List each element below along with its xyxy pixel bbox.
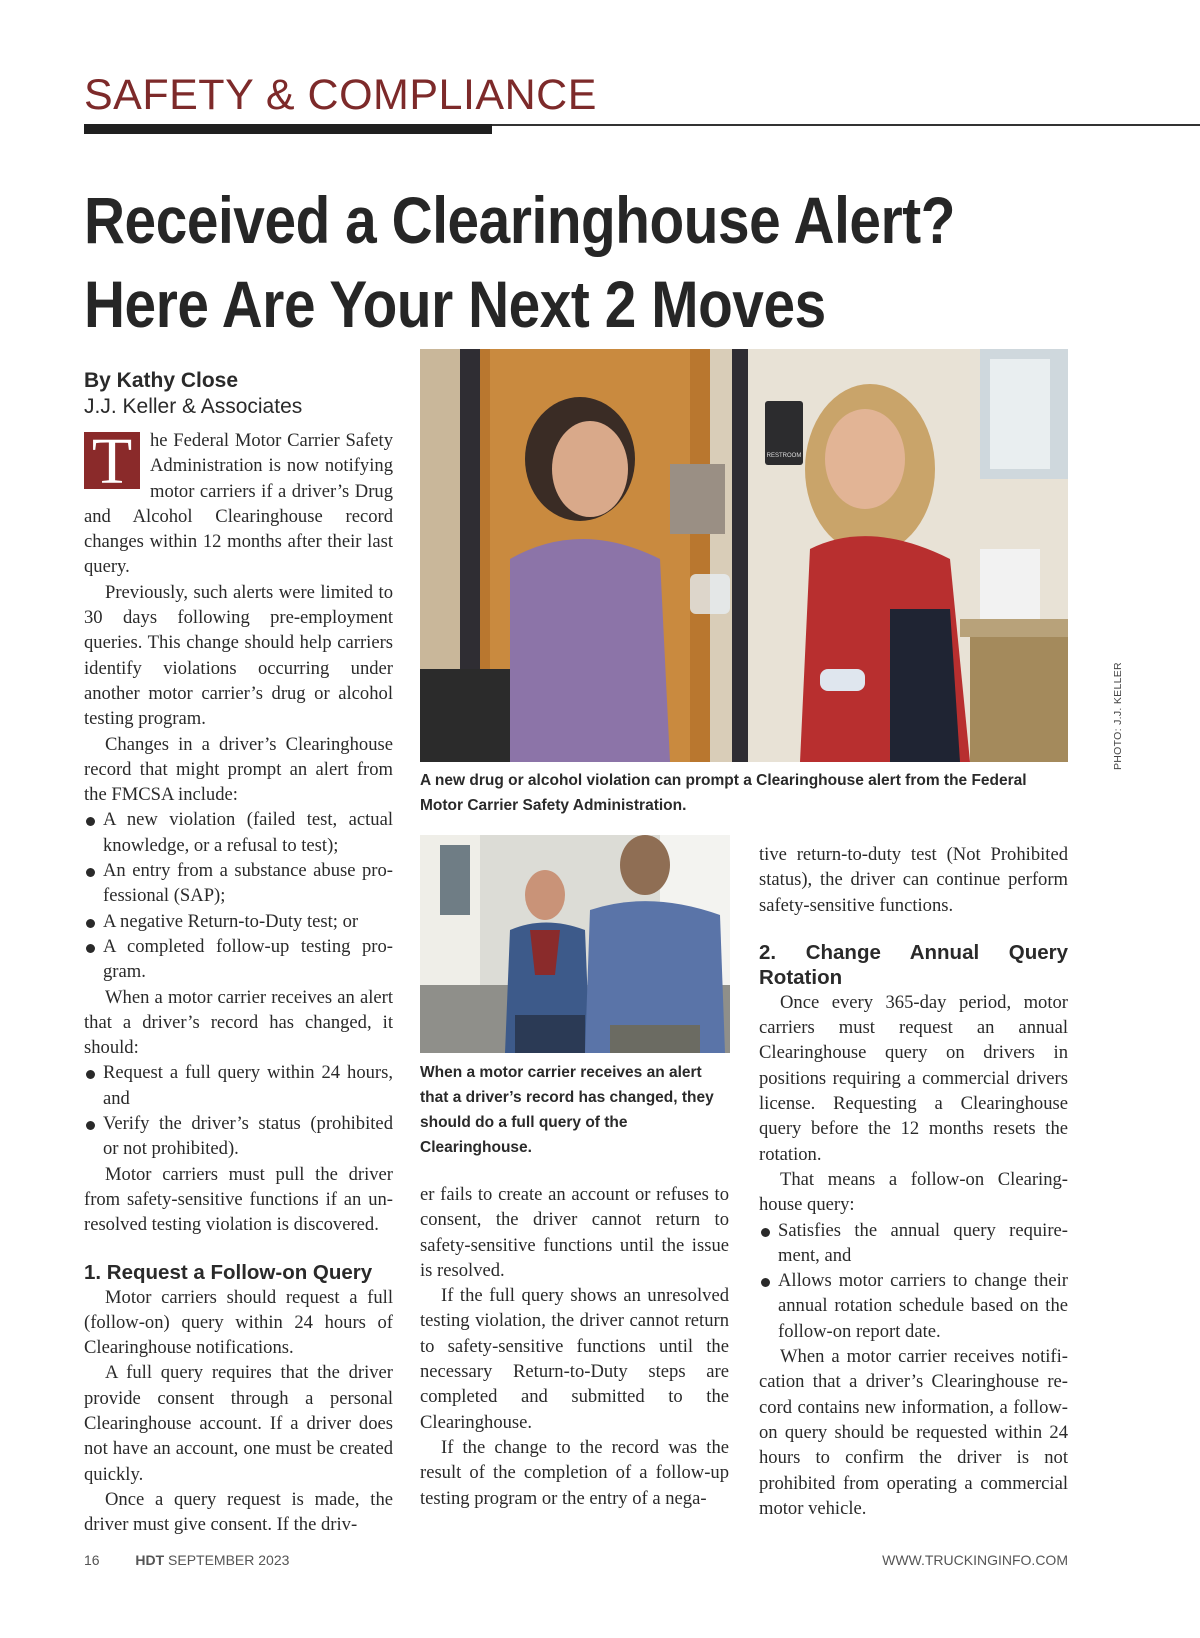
intro-paragraph: T he Federal Motor Carrier Safety Administration is now notifying motor carriers if a driver’s Drug and Alcohol Clearinghouse record changes within 12 months after their last query. (84, 425, 393, 578)
follow-on-list (759, 1218, 1068, 1344)
photo-credit: PHOTO: J.J. KELLER (1112, 662, 1124, 770)
footer-url: WWW.TRUCKINGINFO.COM (882, 1552, 1068, 1568)
paragraph: Once every 365-day period, motor carriers must request an annual Clearinghouse query on drivers in positions requiring a commercial drivers license. Requesting a Clearinghouse query before the 12 months resets the rotation. (759, 991, 1068, 1165)
drivers-photo (420, 835, 730, 1053)
paragraph: er fails to create an account or refuses to consent, the driver cannot return to safety-sensitive functions until the issue is resolved. (420, 1184, 729, 1281)
issue-date: SEPTEMBER 2023 (168, 1552, 290, 1568)
list-item: Request a full query within 24 hours, and (84, 1060, 393, 1111)
list-item: Allows motor carriers to change their annual rotation schedule based on the follow-on report date. (759, 1268, 1068, 1344)
section-title: SAFETY & COMPLIANCE (84, 71, 597, 119)
drop-cap: T (84, 432, 140, 489)
article-column-1 (84, 425, 393, 1537)
paragraph: Motor carriers must pull the driver from safety-sensitive functions if an unresolved testing violation is discovered. (84, 1163, 393, 1236)
subhead-1: 1. Request a Follow-on Query (84, 1260, 373, 1284)
headline-line-1: Received a Clearinghouse Alert? (84, 183, 955, 257)
page-number: 16 (84, 1552, 100, 1568)
paragraph: tive return-to-duty test (Not Prohibited status), the driver can continue perform safety-sensitive functions. (759, 844, 1068, 916)
list-item: A new violation (failed test, actual knowledge, or a refusal to test); (84, 807, 393, 858)
section-rule-accent (84, 124, 492, 134)
paragraph: If the full query shows an unresolved testing violation, the driver cannot return to safety-sensitive functions until the necessary Return-to-Duty steps are completed and submitted to the Clearinghouse. (420, 1285, 729, 1433)
paragraph: Motor carriers should request a full (follow-on) query within 24 hours of Clearinghouse notifications. (84, 1286, 393, 1359)
restroom-sign-text: RESTROOM (766, 453, 802, 459)
list-item: A negative Return-to-Duty test; or (84, 909, 393, 934)
magazine-name: HDT (135, 1552, 165, 1568)
subhead-2: 2. Change Annual Query Rotation (759, 940, 1068, 989)
paragraph: Changes in a driver’s Clearinghouse record that might prompt an alert from the FMCSA include: (84, 733, 393, 806)
author-name: By Kathy Close (84, 369, 239, 392)
clinic-photo (420, 349, 1068, 762)
list-item: Satisfies the annual query requirement, and (759, 1218, 1068, 1269)
changes-list (84, 807, 393, 984)
author-org: J.J. Keller & Associates (84, 395, 303, 418)
byline (84, 368, 302, 420)
list-item: A completed follow-up testing program. (84, 934, 393, 985)
photo-caption-2: When a motor carrier receives an alert that a driver’s record has changed, they should do a full query of the Clearinghouse. (420, 1064, 714, 1156)
actions-list (84, 1060, 393, 1161)
paragraph: Previously, such alerts were limited to 30 days following pre-employment queries. This change should help carriers identify violations occurring under another motor carrier’s drug or alcohol testing program. (84, 581, 393, 730)
footer-left (84, 1552, 289, 1568)
list-item: An entry from a substance abuse professional (SAP); (84, 858, 393, 909)
article-column-2 (420, 1182, 729, 1511)
photo-caption-1: A new drug or alcohol violation can prompt a Clearinghouse alert from the Federal Motor Carrier Safety Administration. (420, 772, 1027, 814)
paragraph: A full query requires that the driver provide consent through a personal Clearinghouse account. If a driver does not have an account, one must be created quickly. (84, 1362, 393, 1485)
list-item: Verify the driver’s status (prohibited or not prohibited). (84, 1111, 393, 1162)
paragraph: When a motor carrier receives notification that a driver’s Clearinghouse record contains new information, a follow-on query should be requested within 24 hours to confirm the driver is not prohibited from operating a commercial motor vehicle. (759, 1346, 1068, 1519)
paragraph: When a motor carrier receives an alert that a driver’s record has changed, it should: (84, 986, 393, 1059)
paragraph: That means a follow-on Clearinghouse query: (759, 1168, 1068, 1216)
article-column-3 (759, 842, 1068, 1521)
headline-line-2: Here Are Your Next 2 Moves (84, 267, 826, 341)
paragraph: Once a query request is made, the driver must give consent. If the driv- (84, 1488, 393, 1536)
paragraph: If the change to the record was the result of the completion of a follow-up testing program or the entry of a nega- (420, 1436, 729, 1509)
article-headline (84, 178, 996, 346)
